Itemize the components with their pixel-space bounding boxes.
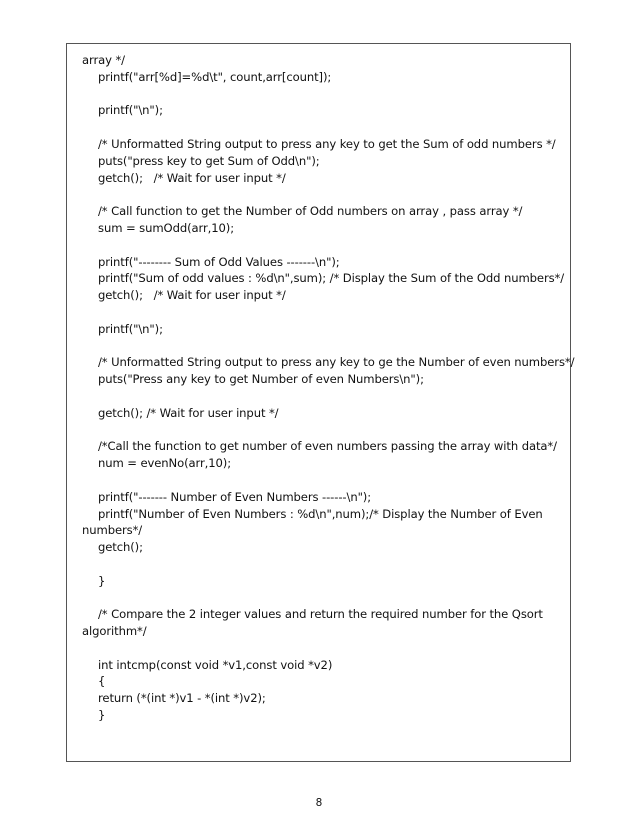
- code-line: /* Call function to get the Number of Odd numbers on array , pass array */: [98, 204, 523, 219]
- code-line: int intcmp(const void *v1,const void *v2): [98, 657, 333, 672]
- page-number: 8: [315, 797, 323, 809]
- code-line: return (*(int *)v1 - *(int *)v2);: [98, 691, 266, 706]
- code-listing: [82, 52, 575, 724]
- blank-line: [82, 590, 566, 607]
- blank-line: [82, 86, 566, 103]
- blank-line: [82, 304, 566, 321]
- code-line: printf("Number of Even Numbers : %d\n",num);/* Display the Number of Even: [98, 506, 543, 521]
- code-line: sum = sumOdd(arr,10);: [98, 220, 235, 235]
- blank-line: [82, 556, 566, 573]
- code-line: puts("Press any key to get Number of even Numbers\n");: [98, 372, 424, 387]
- blank-line: [82, 338, 566, 355]
- code-line: /* Compare the 2 integer values and return the required number for the Qsort: [98, 607, 543, 622]
- code-line: numbers*/: [82, 523, 143, 538]
- code-line: getch(); /* Wait for user input */: [98, 288, 286, 303]
- code-line: algorithm*/: [82, 624, 147, 639]
- code-line: }: [98, 573, 106, 588]
- blank-line: [82, 119, 566, 136]
- code-line: getch();: [98, 540, 143, 555]
- code-line: printf("\n");: [98, 103, 163, 118]
- code-line: /*Call the function to get number of even numbers passing the array with data*/: [98, 439, 557, 454]
- code-line: printf("\n");: [98, 321, 163, 336]
- code-line: {: [98, 674, 106, 689]
- code-line: getch(); /* Wait for user input */: [98, 170, 286, 185]
- code-line: /* Unformatted String output to press any key to get the Sum of odd numbers */: [98, 136, 556, 151]
- blank-line: [82, 422, 566, 439]
- code-line: printf("Sum of odd values : %d\n",sum); /* Display the Sum of the Odd numbers*/: [98, 271, 565, 286]
- blank-line: [82, 237, 566, 254]
- blank-line: [82, 388, 566, 405]
- code-line: /* Unformatted String output to press any key to ge the Number of even numbers*/: [98, 355, 575, 370]
- blank-line: [82, 472, 566, 489]
- code-line: puts("press key to get Sum of Odd\n");: [98, 153, 320, 168]
- code-line: printf("-------- Sum of Odd Values -------\n");: [98, 254, 340, 269]
- code-line: getch(); /* Wait for user input */: [98, 405, 279, 420]
- code-line: printf("arr[%d]=%d\t", count,arr[count]);: [98, 69, 332, 84]
- code-line: printf("------- Number of Even Numbers ------\n");: [98, 489, 372, 504]
- code-line: }: [98, 708, 106, 723]
- blank-line: [82, 640, 566, 657]
- blank-line: [82, 186, 566, 203]
- code-line: num = evenNo(arr,10);: [98, 456, 232, 471]
- code-line: array */: [82, 53, 125, 67]
